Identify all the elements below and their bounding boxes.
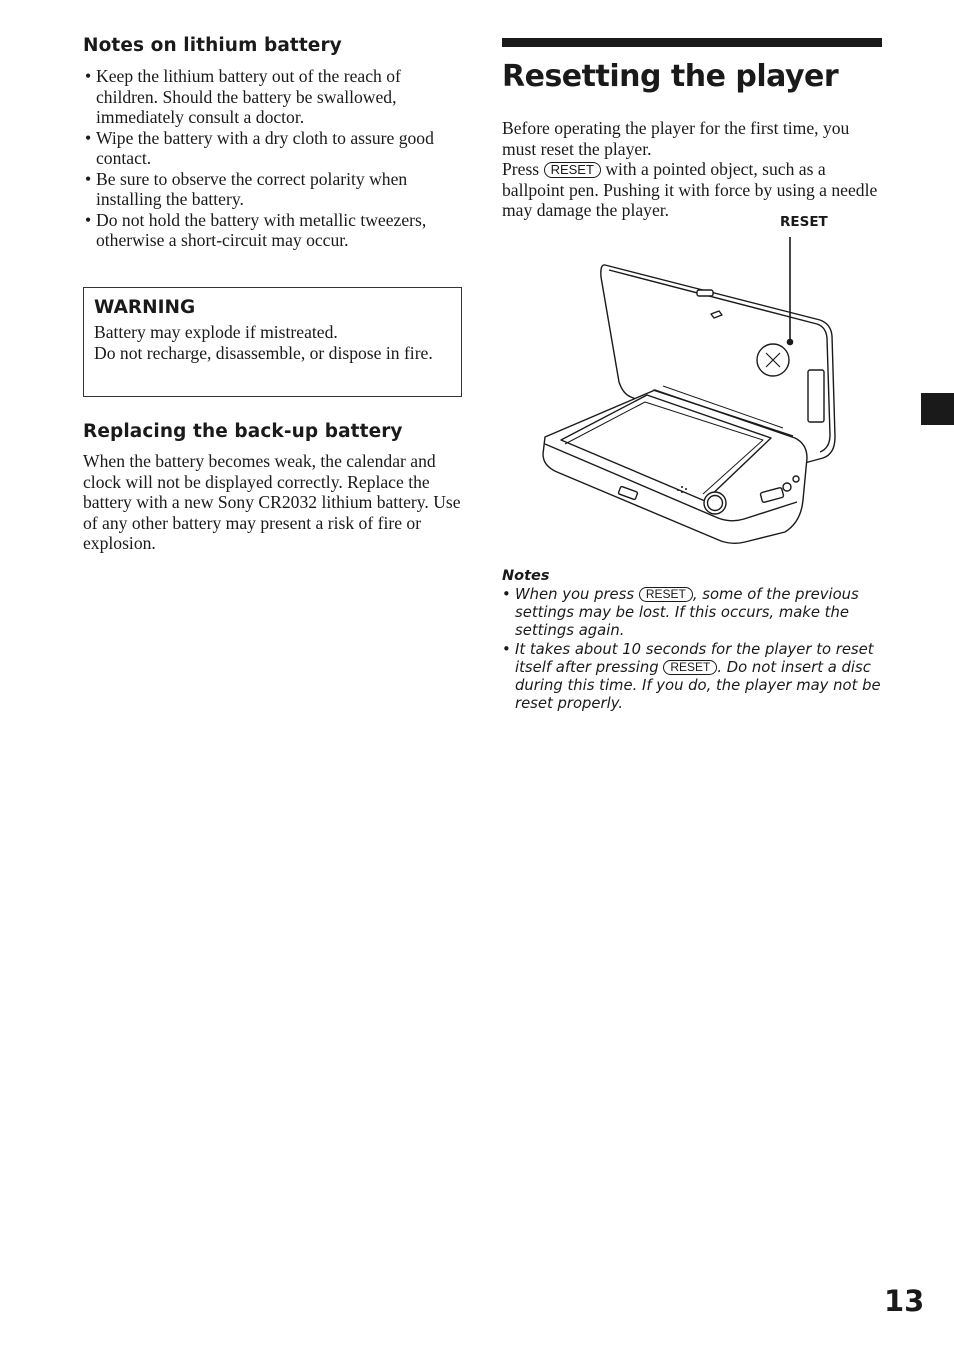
notes-heading: Notes [502,568,550,584]
warning-heading: WARNING [94,297,196,318]
reset-key-label: RESET [544,162,601,178]
lithium-notes-section [83,34,464,251]
reset-key-label: RESET [639,587,693,602]
reset-key-label: RESET [663,660,717,675]
backup-battery-section [83,420,464,554]
list-item: • Wipe the battery with a dry cloth to assure good contact. [83,128,464,169]
reset-intro-text: Before operating the player for the first time, you must reset the player. [502,118,850,159]
notes-section [502,566,887,713]
lithium-notes-list [83,66,464,251]
page-title: Resetting the player [502,59,839,94]
section-thumb-tab [921,393,954,425]
press-after: with a pointed object, such as a ballpoint pen. Pushing it with force by using a needle may damage the player. [502,159,878,220]
list-item [502,586,887,641]
lithium-notes-heading: Notes on lithium battery [83,35,342,56]
note-2-after: . Do not insert a disc during this time. If you do, the player may not be reset properly. [515,658,881,713]
reset-callout-label: RESET [780,214,828,230]
player-illustration [535,232,845,547]
press-before: Press [502,159,540,179]
list-item [502,641,887,714]
warning-box [83,287,462,397]
notes-list [502,586,887,713]
title-rule [502,38,882,47]
warning-line-1: Battery may explode if mistreated. [94,322,338,342]
note-1-before: When you press [515,586,635,603]
warning-text [94,322,451,363]
list-item: • Do not hold the battery with metallic tweezers, otherwise a short-circuit may occur. [83,210,464,251]
note-2-before: It takes about 10 seconds for the player to reset itself after pressing [515,640,874,676]
list-item: • Be sure to observe the correct polarity when installing the battery. [83,169,464,210]
list-item: • Keep the lithium battery out of the reach of children. Should the battery be swallowed, immediately consult a doctor. [83,66,464,128]
reset-hole [787,339,792,344]
backup-battery-text: When the battery becomes weak, the calendar and clock will not be displayed correctly. Replace the battery with a new Sony CR2032 lithium battery. Use of any other battery may present a risk of fire or explosion. [83,451,461,553]
reset-intro [502,118,882,221]
note-1-after: , some of the previous settings may be lost. If this occurs, make the settings again. [515,586,859,640]
warning-line-2: Do not recharge, disassemble, or dispose in fire. [94,342,433,363]
page-number: 13 [884,1284,925,1318]
backup-battery-heading: Replacing the back-up battery [83,421,403,442]
reset-section [502,38,882,221]
